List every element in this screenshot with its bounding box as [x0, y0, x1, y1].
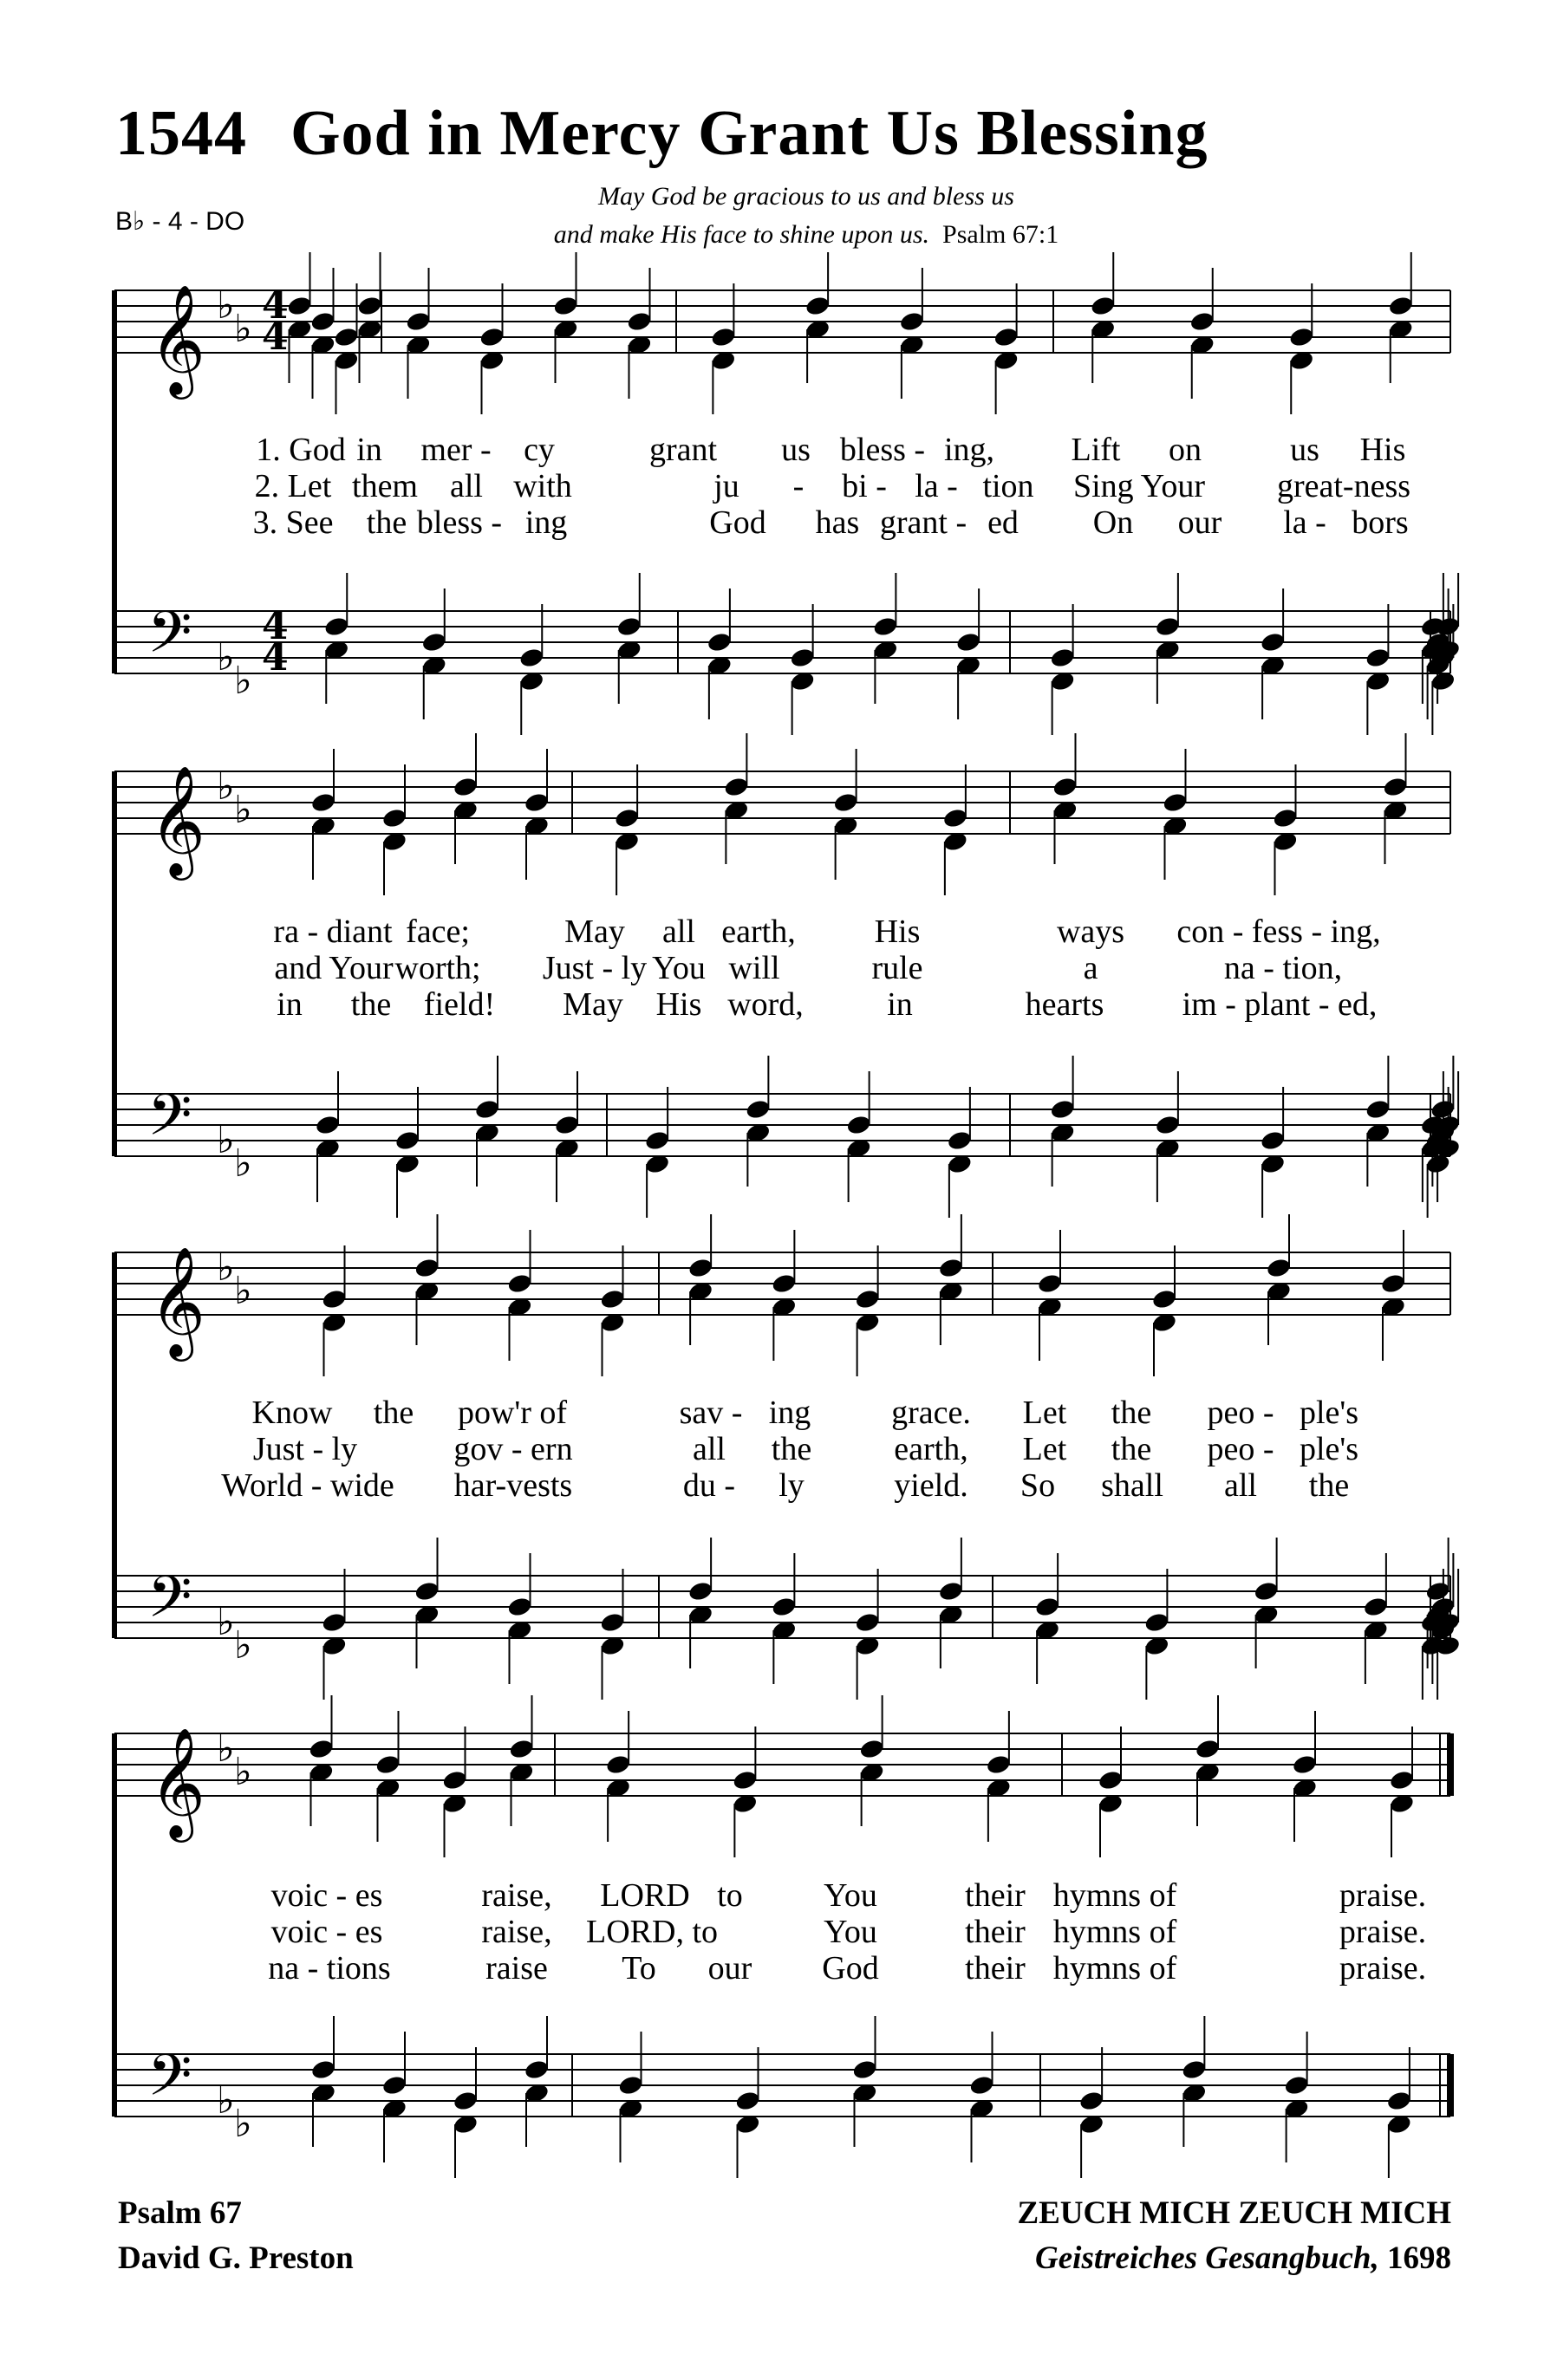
lyric-syllable: Sing Your [1072, 468, 1206, 504]
flat-icon: ♭ [217, 764, 235, 809]
note-head [506, 1596, 533, 1618]
note-head [1052, 776, 1078, 798]
lyric-syllable: bors [1352, 504, 1409, 541]
note-head [617, 2074, 644, 2097]
lyric-syllable: their [965, 1914, 1026, 1950]
note-head [524, 791, 550, 814]
lyric-syllable: His [874, 914, 921, 950]
flat-icon: ♭ [234, 307, 252, 351]
flat-icon: ♭ [217, 1600, 235, 1644]
note-head [518, 647, 545, 669]
lyric-syllable: On [1092, 504, 1134, 541]
lyric-syllable: praise. [1339, 1877, 1427, 1914]
note-head [394, 1129, 421, 1152]
epigraph-line-2: and make His face to shine upon us. [553, 220, 930, 249]
note-head [1034, 1596, 1061, 1618]
lyric-syllable: To [622, 1950, 656, 1987]
flat-icon: ♭ [234, 2102, 252, 2146]
lyric-syllable: World - wide [221, 1467, 394, 1504]
lyric-syllable: in [356, 432, 382, 468]
note-head [938, 1257, 965, 1279]
text-credits [118, 2191, 354, 2281]
note-head [854, 1611, 881, 1634]
note-head [375, 1753, 401, 1776]
lyric-syllable: hymns of [1052, 1877, 1177, 1914]
lyric-syllable: peo - [1207, 1431, 1274, 1467]
note-head [1260, 1129, 1287, 1152]
lyric-syllable: ing, [943, 432, 995, 468]
note-head [310, 2058, 337, 2081]
lyric-line [0, 1394, 1557, 1432]
note-head [614, 807, 641, 829]
lyric-syllable: the [1111, 1395, 1152, 1431]
note-head [851, 2058, 878, 2081]
lyric-syllable: raise [485, 1950, 548, 1987]
note-head [453, 776, 479, 798]
flat-icon: ♭ [217, 2078, 235, 2123]
lyric-syllable: and Your [274, 950, 394, 986]
lyric-syllable: the [373, 1395, 414, 1431]
lyric-syllable: on [1169, 432, 1202, 468]
note-head [1387, 295, 1414, 317]
note-head [1151, 1288, 1178, 1310]
bass-clef-icon: 𝄢 [147, 1564, 192, 1644]
note-head [1380, 1272, 1407, 1295]
lyric-syllable: ju [713, 468, 739, 504]
note-head [474, 1098, 501, 1121]
lyric-syllable: im - plant - ed, [1182, 986, 1378, 1023]
note-head [1155, 1114, 1182, 1136]
note-head [1389, 1769, 1416, 1792]
lyric-syllable: LORD, to [586, 1914, 718, 1950]
lyric-syllable: la - [1283, 504, 1326, 541]
tune-name: ZEUCH MICH ZEUCH MICH [1017, 2195, 1451, 2231]
note-head [845, 1114, 872, 1136]
lyric-syllable: ing [524, 504, 568, 541]
note-head [310, 791, 337, 814]
lyric-syllable: tion [982, 468, 1034, 504]
lyric-syllable: May [563, 986, 623, 1023]
note-head [1049, 1098, 1076, 1121]
lyric-syllable: ways [1056, 914, 1125, 950]
lyric-syllable: our [707, 1950, 752, 1987]
note-head [315, 1114, 342, 1136]
lyric-syllable: God [822, 1950, 879, 1987]
lyric-syllable: praise. [1339, 1914, 1427, 1950]
note-head [968, 2074, 995, 2097]
lyric-syllable: na - tions [268, 1950, 391, 1987]
note-head [1162, 791, 1189, 814]
lyric-syllable: Just - ly [542, 950, 648, 986]
lyric-syllable: grant [648, 432, 718, 468]
note-head [1260, 631, 1287, 654]
note-head [986, 1753, 1013, 1776]
time-signature-bottom: 4 [262, 315, 289, 359]
lyric-syllable: Lift [1071, 432, 1121, 468]
tune-source: Geistreiches Gesangbuch, [1035, 2240, 1379, 2276]
epigraph-line-1: May God be gracious to us and bless us [598, 182, 1014, 211]
lyric-syllable: Let [1022, 1431, 1067, 1467]
flat-icon: ♭ [234, 1269, 252, 1313]
treble-clef-icon: 𝄞 [149, 764, 206, 875]
note-head [308, 1738, 335, 1760]
note-head [414, 1580, 440, 1603]
note-head [420, 631, 447, 654]
note-head [1266, 1257, 1293, 1279]
lyric-syllable: du - [682, 1467, 736, 1504]
lyric-syllable: peo - [1207, 1395, 1274, 1431]
bass-clef-icon: 𝄢 [147, 2042, 192, 2123]
lyric-line [0, 985, 1557, 1024]
note-head [732, 1769, 759, 1792]
lyric-syllable: earth, [721, 914, 796, 950]
lyric-syllable: voic - es [270, 1914, 383, 1950]
note-head [832, 791, 859, 814]
note-head [1143, 1611, 1170, 1634]
lyric-syllable: the [366, 504, 407, 541]
lyric-syllable: to [717, 1877, 743, 1914]
treble-clef-icon: 𝄞 [149, 1245, 206, 1356]
note-head [687, 1580, 714, 1603]
lyric-syllable: ed [987, 504, 1019, 541]
note-head [1049, 647, 1076, 669]
lyric-syllable: earth, [894, 1431, 968, 1467]
key-info: B♭ - 4 - DO [115, 207, 245, 236]
note-head [734, 2090, 761, 2112]
lyric-syllable: all [693, 1431, 726, 1467]
note-head [1098, 1769, 1124, 1792]
note-head [858, 1738, 885, 1760]
lyric-syllable: in [277, 986, 303, 1023]
note-head [552, 295, 579, 317]
note-head [1363, 1596, 1390, 1618]
lyric-line [0, 1876, 1557, 1915]
bass-clef-icon: 𝄢 [147, 599, 192, 680]
note-head [323, 615, 350, 638]
lyric-syllable: our [1177, 504, 1222, 541]
note-head [441, 1769, 468, 1792]
note-head [687, 1257, 714, 1279]
note-head [554, 1114, 581, 1136]
lyric-syllable: all [450, 468, 483, 504]
lyric-syllable: har-vests [453, 1467, 573, 1504]
note-head [1292, 1753, 1319, 1776]
lyric-syllable: gov - ern [453, 1431, 573, 1467]
lyric-syllable: hymns of [1052, 1914, 1177, 1950]
lyric-line [0, 949, 1557, 987]
note-head [854, 1288, 881, 1310]
lyric-syllable: yield. [894, 1467, 968, 1504]
note-head [524, 2058, 550, 2081]
note-head [616, 615, 642, 638]
note-head [707, 631, 733, 654]
lyric-syllable: May [564, 914, 625, 950]
lyric-syllable: face; [406, 914, 470, 950]
lyric-syllable: la - [915, 468, 958, 504]
lyric-syllable: us [1290, 432, 1319, 468]
note-head [1382, 776, 1409, 798]
lyric-syllable: a [1083, 950, 1098, 986]
note-head [599, 1288, 626, 1310]
lyric-syllable: You [652, 950, 706, 986]
lyric-syllable: ple's [1299, 1395, 1359, 1431]
note-head [947, 1129, 974, 1152]
note-head [1283, 2074, 1310, 2097]
lyric-syllable: LORD [600, 1877, 690, 1914]
lyric-syllable: You [824, 1877, 877, 1914]
note-head [1155, 615, 1182, 638]
lyric-syllable: raise, [481, 1877, 552, 1914]
lyric-syllable: mer - [420, 432, 492, 468]
lyric-syllable: all [1224, 1467, 1257, 1504]
note-head [993, 326, 1020, 348]
lyric-syllable: their [965, 1877, 1026, 1914]
treble-clef-icon: 𝄞 [149, 1726, 206, 1837]
lyric-syllable: word, [727, 986, 804, 1023]
flat-icon: ♭ [217, 1118, 235, 1162]
lyric-syllable: So [1020, 1467, 1056, 1504]
lyric-syllable: the [1111, 1431, 1152, 1467]
lyric-line [0, 1430, 1557, 1468]
note-head [1365, 1098, 1391, 1121]
lyric-syllable: praise. [1339, 1950, 1427, 1987]
lyric-line [0, 431, 1557, 469]
note-head [1365, 647, 1391, 669]
bass-clef-icon: 𝄢 [147, 1082, 192, 1162]
lyric-syllable: bless - [416, 504, 503, 541]
lyric-syllable: their [965, 1950, 1026, 1987]
note-head [356, 295, 383, 317]
lyric-syllable: 1. God [256, 432, 346, 468]
lyric-syllable: great-ness [1276, 468, 1411, 504]
lyric-syllable: na - tion, [1223, 950, 1343, 986]
note-head [789, 647, 816, 669]
lyric-syllable: pow'r of [457, 1395, 568, 1431]
lyric-syllable: cy [524, 432, 555, 468]
text-source: Psalm 67 [118, 2195, 242, 2231]
note-head [405, 310, 432, 333]
lyric-syllable: field! [423, 986, 496, 1023]
lyric-syllable: bi - [842, 468, 887, 504]
lyric-syllable: Know [251, 1395, 333, 1431]
note-head [1090, 295, 1117, 317]
note-head [333, 326, 360, 348]
lyric-syllable: the [350, 986, 392, 1023]
note-head [899, 310, 926, 333]
note-head [1037, 1272, 1064, 1295]
lyric-syllable: His [655, 986, 702, 1023]
lyric-syllable: the [1308, 1467, 1350, 1504]
note-head [286, 295, 313, 317]
note-head [955, 631, 982, 654]
time-signature-top: 4 [262, 283, 289, 328]
lyric-syllable: will [728, 950, 780, 986]
note-head [1181, 2058, 1208, 2081]
flat-icon: ♭ [234, 1141, 252, 1186]
note-head [1189, 310, 1215, 333]
lyric-syllable: You [824, 1914, 877, 1950]
note-head [381, 807, 408, 829]
note-head [938, 1580, 965, 1603]
lyric-syllable: with [513, 468, 572, 504]
note-head [605, 1753, 632, 1776]
note-head [1253, 1580, 1280, 1603]
note-head [321, 1611, 348, 1634]
lyric-syllable: the [771, 1431, 812, 1467]
lyric-syllable: worth; [394, 950, 481, 986]
lyric-syllable: - [792, 468, 805, 504]
note-head [1195, 1738, 1221, 1760]
lyric-syllable: sav - [679, 1395, 743, 1431]
note-head [453, 2090, 479, 2112]
lyric-line [0, 467, 1557, 505]
lyric-syllable: all [662, 914, 695, 950]
note-head [414, 1257, 440, 1279]
lyric-syllable: rule [871, 950, 923, 986]
flat-icon: ♭ [217, 635, 235, 680]
flat-icon: ♭ [234, 1750, 252, 1794]
lyric-syllable: Just - ly [252, 1431, 358, 1467]
time-signature-top: 4 [262, 604, 289, 648]
note-head [626, 310, 653, 333]
note-head [309, 310, 336, 333]
flat-icon: ♭ [234, 659, 252, 703]
note-head [321, 1288, 348, 1310]
note-head [1288, 326, 1315, 348]
lyric-syllable: raise, [481, 1914, 552, 1950]
note-head [508, 1738, 535, 1760]
lyric-syllable: ra - diant [273, 914, 393, 950]
lyric-syllable: 2. Let [254, 468, 332, 504]
treble-clef-icon: 𝄞 [149, 283, 206, 394]
lyric-syllable: His [1359, 432, 1406, 468]
flat-icon: ♭ [217, 283, 235, 328]
lyric-line [0, 913, 1557, 951]
lyric-syllable: 3. See [252, 504, 334, 541]
note-head [805, 295, 831, 317]
epigraph-reference: Psalm 67:1 [942, 220, 1059, 249]
lyric-syllable: them [352, 468, 418, 504]
lyric-line [0, 1466, 1557, 1505]
lyric-syllable: voic - es [270, 1877, 383, 1914]
lyric-syllable: hymns of [1052, 1950, 1177, 1987]
lyric-line [0, 1949, 1557, 1987]
lyric-syllable: grant - [879, 504, 967, 541]
lyric-syllable: has [815, 504, 860, 541]
lyric-syllable: Let [1022, 1395, 1067, 1431]
flat-icon: ♭ [234, 788, 252, 832]
note-head [479, 326, 505, 348]
lyric-syllable: ple's [1299, 1431, 1359, 1467]
note-head [1386, 2090, 1413, 2112]
lyric-line [0, 504, 1557, 542]
lyric-syllable: God [709, 504, 766, 541]
lyric-syllable: con - fess - ing, [1176, 914, 1381, 950]
lyric-syllable: hearts [1025, 986, 1104, 1023]
note-head [381, 2074, 408, 2097]
lyric-syllable: in [887, 986, 913, 1023]
note-head [872, 615, 899, 638]
note-head [1272, 807, 1299, 829]
note-head [644, 1129, 671, 1152]
note-head [745, 1098, 772, 1121]
text-author: David G. Preston [118, 2240, 354, 2276]
lyric-syllable: bless - [839, 432, 926, 468]
note-head [1078, 2090, 1105, 2112]
flat-icon: ♭ [217, 1245, 235, 1290]
lyric-syllable: ing [768, 1395, 811, 1431]
note-head [942, 807, 969, 829]
note-head [771, 1596, 798, 1618]
time-signature-bottom: 4 [262, 635, 289, 680]
lyric-syllable: grace. [891, 1395, 971, 1431]
lyric-line [0, 1913, 1557, 1951]
hymn-number: 1544 [115, 98, 247, 169]
tune-year: 1698 [1387, 2240, 1451, 2276]
flat-icon: ♭ [217, 1726, 235, 1771]
note-head [723, 776, 750, 798]
lyric-syllable: us [781, 432, 811, 468]
note-head [710, 326, 737, 348]
lyric-syllable: ly [778, 1467, 805, 1504]
note-head [599, 1611, 626, 1634]
note-head [771, 1272, 798, 1295]
flat-icon: ♭ [234, 1623, 252, 1668]
tune-credits [1017, 2191, 1451, 2281]
hymn-title-text: God in Mercy Grant Us Blessing [290, 98, 1208, 169]
note-head [506, 1272, 533, 1295]
lyric-syllable: shall [1101, 1467, 1163, 1504]
